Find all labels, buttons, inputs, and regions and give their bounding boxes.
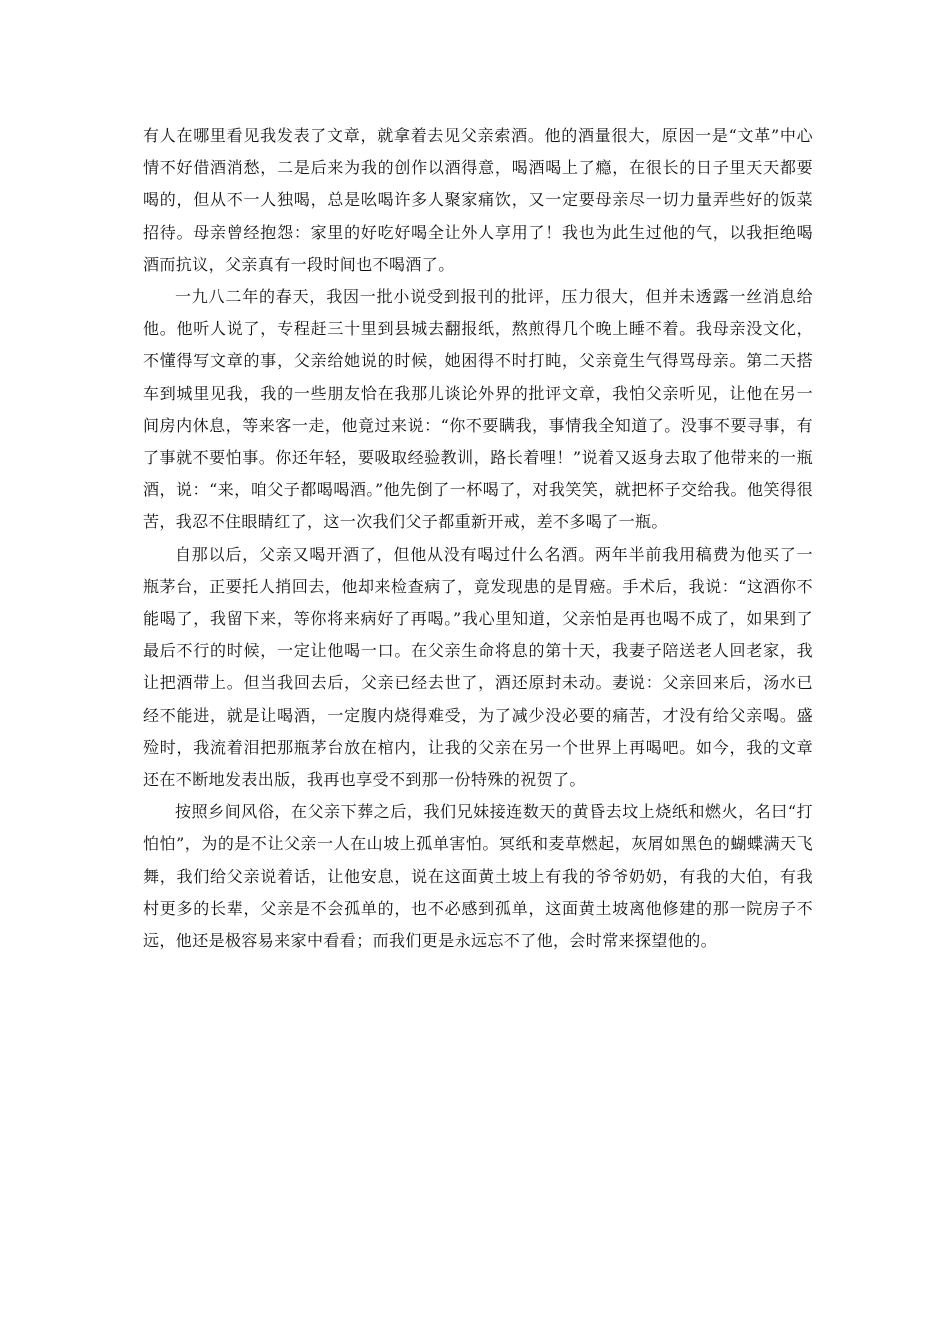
paragraph-3: 自那以后，父亲又喝开酒了，但他从没有喝过什么名酒。两年半前我用稿费为他买了一瓶茅台，正要托人捎回去，他却来检查病了，竟发现患的是胃癌。手术后，我说：“这酒你不能喝了，我留下来，等你将来病好了再喝。”我心里知道，父亲怕是再也喝不成了，如果到了最后不行的时候，一定让他喝一口。在父亲生命将息的第十天，我妻子陪送老人回老家，我让把酒带上。但当我回去后，父亲已经去世了，酒还原封未动。妻说：父亲回来后，汤水已经不能进，就是让喝酒，一定腹内烧得难受，为了减少没必要的痛苦，才没有给父亲喝。盛殓时，我流着泪把那瓶茅台放在棺内，让我的父亲在另一个世界上再喝吧。如今，我的文章还在不断地发表出版，我再也享受不到那一份特殊的祝贺了。 bbox=[143, 544, 813, 790]
document-body bbox=[143, 120, 813, 957]
paragraph-2: 一九八二年的春天，我因一批小说受到报刊的批评，压力很大，但并未透露一丝消息给他。他听人说了，专程赶三十里到县城去翻报纸，熬煎得几个晚上睡不着。我母亲没文化，不懂得写文章的事，父亲给她说的时候，她困得不时打盹，父亲竟生气得骂母亲。第二天搭车到城里见我，我的一些朋友恰在我那儿谈论外界的批评文章，我怕父亲听见，让他在另一间房内休息，等来客一走，他竟过来说：“你不要瞒我，事情我全知道了。没事不要寻事，有了事就不要怕事。你还年轻，要吸取经验教训，路长着哩！”说着又返身去取了他带来的一瓶酒，说：“来，咱父子都喝喝酒。”他先倒了一杯喝了，对我笑笑，就把杯子交给我。他笑得很苦，我忍不住眼睛红了，这一次我们父子都重新开戒，差不多喝了一瓶。 bbox=[143, 287, 813, 532]
paragraph-4: 按照乡间风俗，在父亲下葬之后，我们兄妹接连数天的黄昏去坟上烧纸和燃火，名曰“打怕怕”，为的是不让父亲一人在山坡上孤单害怕。冥纸和麦草燃起，灰屑如黑色的蝴蝶满天飞舞，我们给父亲说着话，让他安息，说在这面黄土坡上有我的爷爷奶奶，有我的大伯，有我村更多的长辈，父亲是不会孤单的，也不必感到孤单，这面黄土坡离他修建的那一院房子不远，他还是极容易来家中看看；而我们更是永远忘不了他，会时常来探望他的。 bbox=[143, 802, 813, 951]
paragraph-1: 有人在哪里看见我发表了文章，就拿着去见父亲索酒。他的酒量很大，原因一是“文革”中心情不好借酒消愁，二是后来为我的创作以酒得意，喝酒喝上了瘾，在很长的日子里天天都要喝的，但从不一人独喝，总是吆喝许多人聚家痛饮，又一定要母亲尽一切力量弄些好的饭菜招待。母亲曾经抱怨：家里的好吃好喝全让外人享用了！我也为此生过他的气，以我拒绝喝酒而抗议，父亲真有一段时间也不喝酒了。 bbox=[143, 126, 813, 274]
